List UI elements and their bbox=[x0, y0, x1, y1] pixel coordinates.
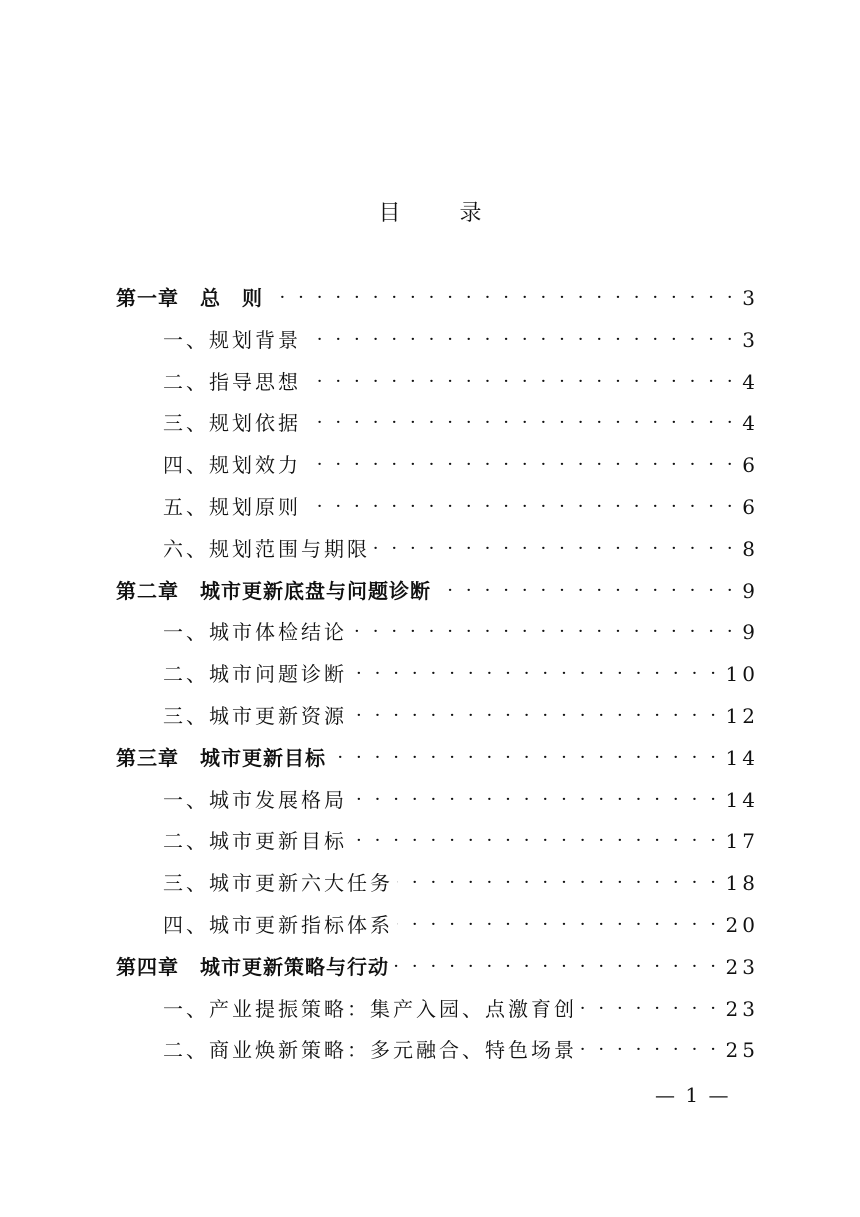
toc-section-entry[interactable] bbox=[163, 492, 759, 522]
toc-entry-page-number: 3 bbox=[742, 327, 759, 352]
toc-entry-label: 一、城市体检结论 bbox=[163, 620, 347, 645]
toc-chapter-entry[interactable] bbox=[116, 576, 759, 606]
toc-chapter-entry[interactable] bbox=[116, 283, 759, 313]
dot-leader bbox=[374, 534, 736, 564]
toc-entry-page-number: 4 bbox=[742, 411, 759, 436]
toc-entry-page-number: 9 bbox=[742, 620, 759, 645]
toc-entry-page-number: 17 bbox=[725, 829, 759, 854]
toc-entry-label: 第二章 城市更新底盘与问题诊断 bbox=[116, 578, 431, 603]
toc-section-entry[interactable] bbox=[163, 617, 759, 647]
toc-entry-page-number: 6 bbox=[742, 495, 759, 519]
toc-section-entry[interactable] bbox=[163, 910, 759, 940]
dot-leader bbox=[397, 868, 720, 898]
dot-leader bbox=[305, 367, 736, 397]
toc-entry-page-number: 23 bbox=[725, 954, 759, 979]
toc-section-entry[interactable] bbox=[163, 325, 759, 355]
toc-entry-label: 二、商业焕新策略：多元融合、特色场景 bbox=[163, 1038, 577, 1063]
toc-section-entry[interactable] bbox=[163, 534, 759, 564]
toc-title: 目 录 bbox=[378, 201, 508, 226]
dot-leader bbox=[351, 785, 720, 815]
dot-leader bbox=[351, 701, 720, 731]
toc-entry-label: 第四章 城市更新策略与行动 bbox=[116, 954, 389, 979]
toc-entry-page-number: 14 bbox=[725, 745, 759, 770]
toc-entry-page-number: 23 bbox=[725, 996, 759, 1021]
toc-entry-label: 一、规划背景 bbox=[163, 327, 301, 352]
toc-entry-page-number: 20 bbox=[725, 913, 759, 937]
dot-leader bbox=[397, 910, 720, 940]
toc-section-entry[interactable] bbox=[163, 408, 759, 438]
toc-entry-page-number: 10 bbox=[725, 662, 759, 687]
toc-section-entry[interactable] bbox=[163, 659, 759, 689]
dot-leader bbox=[305, 325, 736, 355]
toc-entry-label: 一、城市发展格局 bbox=[163, 787, 347, 812]
toc-entry-page-number: 12 bbox=[725, 704, 759, 728]
dot-leader bbox=[581, 994, 720, 1024]
toc-section-entry[interactable] bbox=[163, 701, 759, 731]
dot-leader bbox=[351, 659, 720, 689]
toc-entry-page-number: 8 bbox=[742, 536, 759, 561]
toc-entry-label: 三、城市更新资源 bbox=[163, 704, 347, 728]
dot-leader bbox=[330, 743, 720, 773]
toc-entry-label: 三、规划依据 bbox=[163, 411, 301, 436]
toc-entry-label: 四、城市更新指标体系 bbox=[163, 913, 393, 937]
dot-leader bbox=[305, 408, 736, 438]
toc-section-entry[interactable] bbox=[163, 994, 759, 1024]
dot-leader bbox=[267, 283, 736, 313]
toc-entry-page-number: 18 bbox=[725, 871, 759, 896]
dot-leader bbox=[351, 617, 736, 647]
toc-entry-page-number: 6 bbox=[742, 453, 759, 478]
dot-leader bbox=[305, 492, 736, 522]
toc-section-entry[interactable] bbox=[163, 1035, 759, 1065]
toc-entry-page-number: 25 bbox=[725, 1038, 759, 1063]
toc-section-entry[interactable] bbox=[163, 785, 759, 815]
toc-entry-label: 三、城市更新六大任务 bbox=[163, 871, 393, 896]
toc-entry-label: 二、城市问题诊断 bbox=[163, 662, 347, 687]
toc-entry-page-number: 9 bbox=[742, 578, 759, 603]
dot-leader bbox=[393, 952, 720, 982]
dot-leader bbox=[351, 826, 720, 856]
toc-entry-label: 六、规划范围与期限 bbox=[163, 536, 370, 561]
toc-section-entry[interactable] bbox=[163, 868, 759, 898]
toc-entry-label: 四、规划效力 bbox=[163, 453, 301, 478]
toc-entry-page-number: 3 bbox=[742, 286, 759, 310]
toc-section-entry[interactable] bbox=[163, 450, 759, 480]
toc-entry-page-number: 4 bbox=[742, 369, 759, 394]
toc-entry-label: 二、城市更新目标 bbox=[163, 829, 347, 854]
toc-chapter-entry[interactable] bbox=[116, 743, 759, 773]
dot-leader bbox=[581, 1035, 720, 1065]
toc-section-entry[interactable] bbox=[163, 367, 759, 397]
toc-section-entry[interactable] bbox=[163, 826, 759, 856]
toc-entry-label: 第一章 总 则 bbox=[116, 286, 263, 310]
toc-entry-label: 五、规划原则 bbox=[163, 495, 301, 519]
dot-leader bbox=[305, 450, 736, 480]
toc-entry-label: 二、指导思想 bbox=[163, 369, 301, 394]
dot-leader bbox=[435, 576, 736, 606]
toc-chapter-entry[interactable] bbox=[116, 952, 759, 982]
toc-entry-page-number: 14 bbox=[725, 787, 759, 812]
toc-entry-label: 第三章 城市更新目标 bbox=[116, 745, 326, 770]
page-number: — 1 — bbox=[655, 1083, 731, 1107]
toc-entry-label: 一、产业提振策略：集产入园、点激育创 bbox=[163, 996, 577, 1021]
